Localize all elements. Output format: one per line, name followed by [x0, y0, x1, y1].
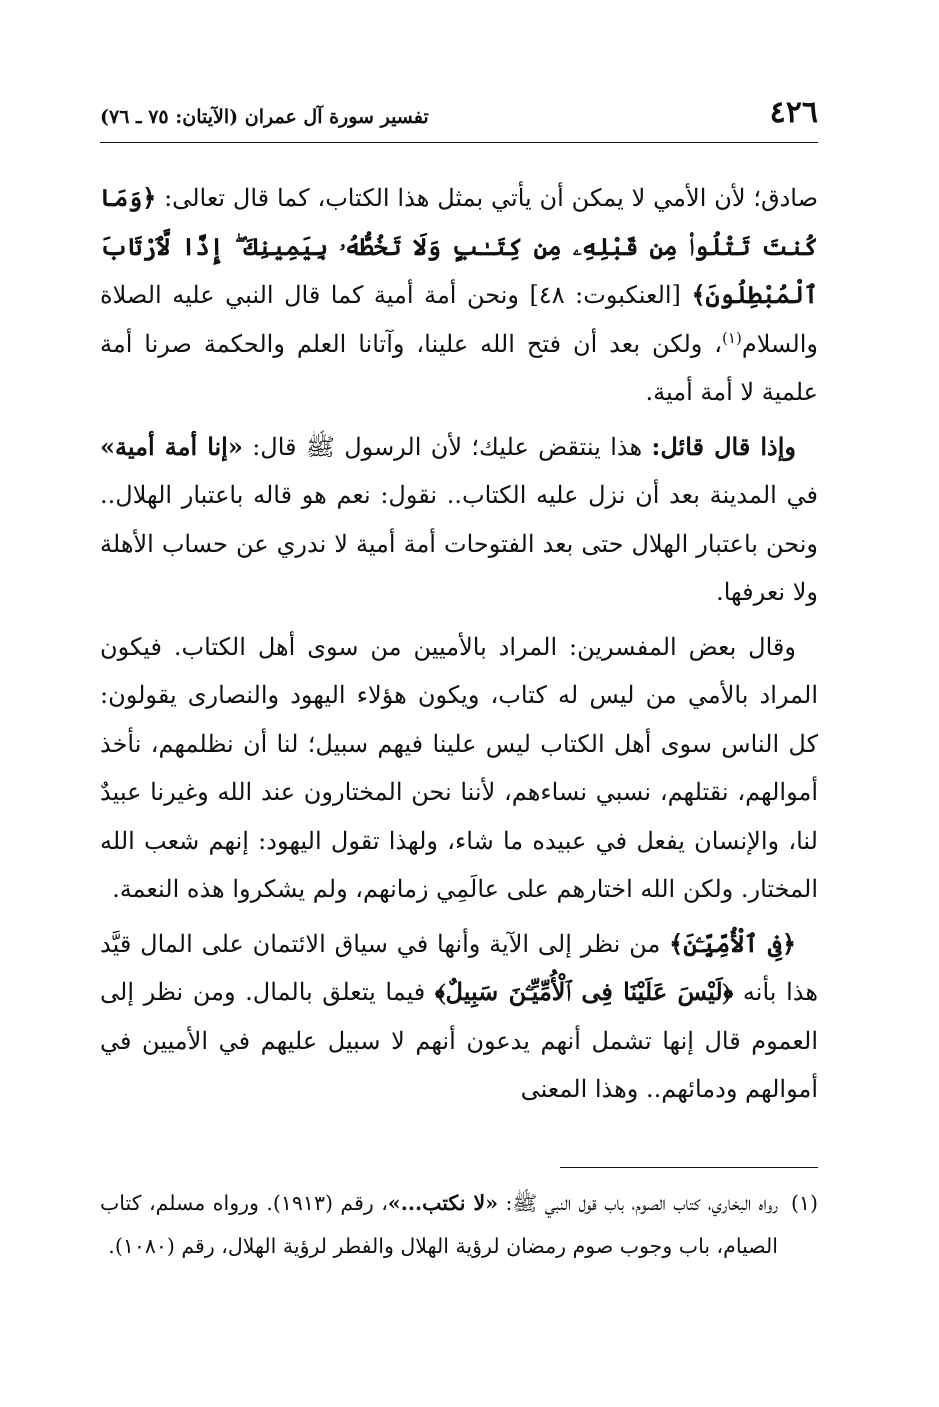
paragraph-1 — [100, 174, 818, 417]
text-run: في المدينة بعد أن نزل عليه الكتاب.. نقول: نعم هو قاله باعتبار الهلال.. ونحن باعتبار الهلال حتى بعد الفتوحات أمة أمية لا ندري عن حساب الأهلة ولا نعرفها. — [100, 481, 818, 606]
footnote-text: رواه البخاري، كتاب الصوم، باب قول النبي ﷺ: «لا نكتب...»، رقم (١٩١٣). ورواه مسلم، كتاب الصيام، باب وجوب صوم رمضان لرؤية الهلال والفطر لرؤية الهلال، رقم (١٠٨٠). — [100, 1191, 778, 1258]
page-number: ٤٢٦ — [769, 95, 818, 130]
footnote-bold-quote: «لا نكتب...» — [387, 1191, 499, 1215]
paragraph-2 — [100, 423, 818, 617]
text-run: فيما يتعلق بالمال. ومن نظر إلى العموم قال إنها تشمل أنهم يدعون أنهم لا سبيل عليهم في الأميين في أموالهم ودمائهم.. وهذا المعنى — [100, 978, 818, 1103]
running-title: تفسير سورة آل عمران (الآيتان: ٧٥ ـ ٧٦) — [100, 106, 429, 128]
footnote — [100, 1182, 818, 1268]
header-divider — [100, 142, 818, 143]
footnote-marker: (١) — [790, 1191, 818, 1215]
quran-verse: ﴿وَمَا كُنتَ تَتْلُوا۟ مِن قَبْلِهِۦ مِن كِتَـٰبٍ وَلَا تَخُطُّهُۥ بِيَمِينِكَ ۖ إِذًا لَّٱرْتَابَ ٱلْمُبْطِلُونَ﴾ — [100, 183, 818, 309]
hadith-quote: «إنا أمة أمية» — [100, 431, 243, 461]
main-text — [100, 174, 818, 1114]
book-page — [100, 95, 818, 1340]
bold-lead: وإذا قال قائل: — [651, 431, 797, 461]
quran-verse: ﴿فِى ٱلْأُمِّيِّـۧنَ﴾ — [669, 928, 797, 958]
paragraph-4 — [100, 920, 818, 1114]
text-run: وقال بعض المفسرين: المراد بالأميين من سوى أهل الكتاب. فيكون المراد بالأمي من ليس له كتاب، ويكون هؤلاء اليهود والنصارى يقولون: كل الناس سوى أهل الكتاب ليس علينا فيهم سبيل؛ لنا أن نظلمهم، نأخذ أموالهم، نقتلهم، نسبي نساءهم، لأننا نحن المختارون عند الله وغيرنا عبيدٌ لنا، والإنسان يفعل في عبيده ما شاء، ولهذا تقول اليهود: إنهم شعب الله المختار. ولكن الله اختارهم على عالَمِي زمانهم، ولم يشكروا هذه النعمة. — [100, 632, 818, 903]
text-run: من نظر إلى الآية وأنها في سياق الائتمان على المال قيَّد هذا بأنه — [100, 929, 818, 1006]
text-run: ، ولكن بعد أن فتح الله علينا، وآتانا العلم والحكمة صرنا أمة علمية لا أمة أمية. — [100, 329, 818, 406]
text-run: [العنكبوت: ٤٨] ونحن أمة أمية كما قال النبي عليه الصلاة والسلام — [100, 281, 818, 358]
text-run: صادق؛ لأن الأمي لا يمكن أن يأتي بمثل هذا الكتاب، كما قال تعالى: — [156, 184, 818, 212]
paragraph-3 — [100, 623, 818, 914]
footnote-divider — [560, 1167, 818, 1168]
quran-verse: ﴿لَيْسَ عَلَيْنَا فِى ٱلْأُمِّيِّـۧنَ سَبِيلٌ﴾ — [434, 977, 734, 1006]
footnote-reference[interactable]: (١) — [722, 328, 742, 347]
page-header — [100, 95, 818, 134]
text-run: هذا ينتقض عليك؛ لأن الرسول ﷺ قال: — [242, 432, 652, 461]
